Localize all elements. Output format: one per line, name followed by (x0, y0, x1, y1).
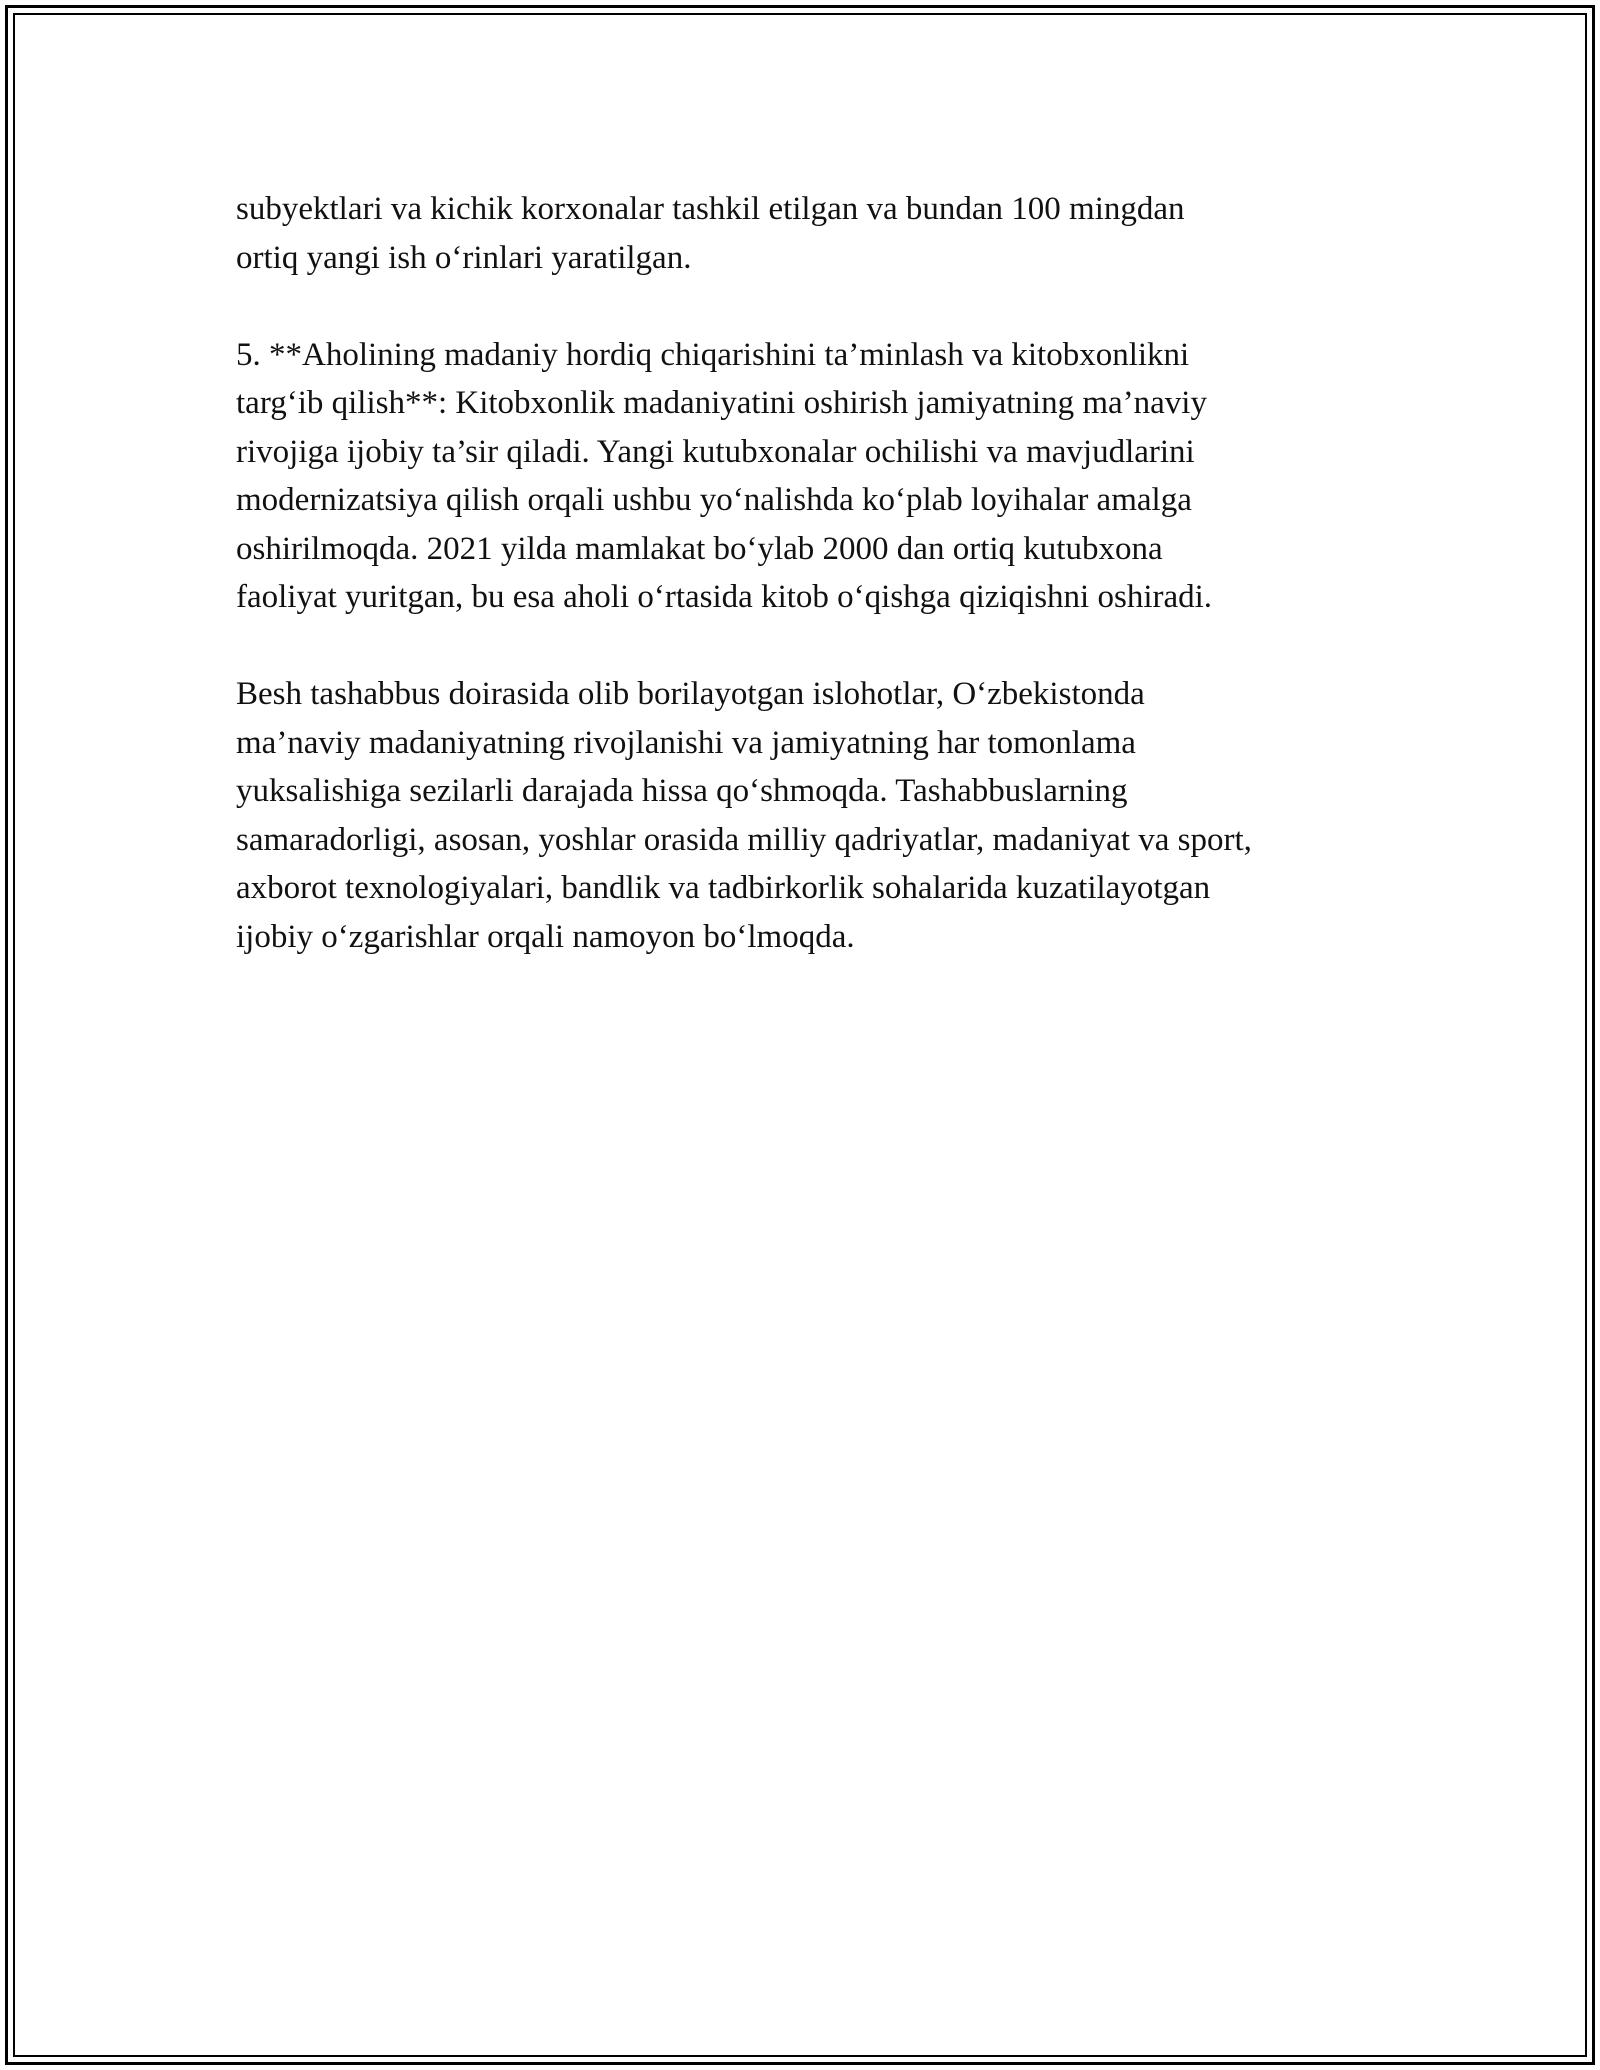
text-line: yuksalishiga sezilarli darajada hissa qo‘shmoqda. Tashabbuslarning (236, 773, 1128, 809)
paragraph-conclusion (236, 670, 1416, 961)
text-line: samaradorligi, asosan, yoshlar orasida milliy qadriyatlar, madaniyat va sport, (236, 821, 1252, 858)
paragraph-initiative-5 (236, 331, 1416, 622)
document-body (236, 185, 1416, 1010)
text-line: targ‘ib qilish**: Kitobxonlik madaniyatini oshirish jamiyatning ma’naviy (236, 385, 1207, 421)
text-line: subyektlari va kichik korxonalar tashkil etilgan va bundan 100 mingdan (236, 191, 1185, 227)
text-line: rivojiga ijobiy ta’sir qiladi. Yangi kutubxonalar ochilishi va mavjudlarini (236, 433, 1195, 470)
text-line: ma’naviy madaniyatning rivojlanishi va jamiyatning har tomonlama (236, 724, 1136, 761)
text-line: modernizatsiya qilish orqali ushbu yo‘nalishda ko‘plab loyihalar amalga (236, 482, 1192, 518)
text-line: ortiq yangi ish o‘rinlari yaratilgan. (236, 239, 692, 276)
text-line: oshirilmoqda. 2021 yilda mamlakat bo‘ylab 2000 dan ortiq kutubxona (236, 530, 1163, 567)
text-line: faoliyat yuritgan, bu esa aholi o‘rtasida kitob o‘qishga qiziqishni oshiradi. (236, 579, 1213, 615)
paragraph-jobs (236, 185, 1416, 282)
text-line: 5. **Aholining madaniy hordiq chiqarishini ta’minlash va kitobxonlikni (236, 336, 1190, 373)
text-line: axborot texnologiyalari, bandlik va tadbirkorlik sohalarida kuzatilayotgan (236, 870, 1211, 906)
text-line: ijobiy o‘zgarishlar orqali namoyon bo‘lmoqda. (236, 918, 855, 955)
text-line: Besh tashabbus doirasida olib borilayotgan islohotlar, O‘zbekistonda (236, 676, 1145, 712)
